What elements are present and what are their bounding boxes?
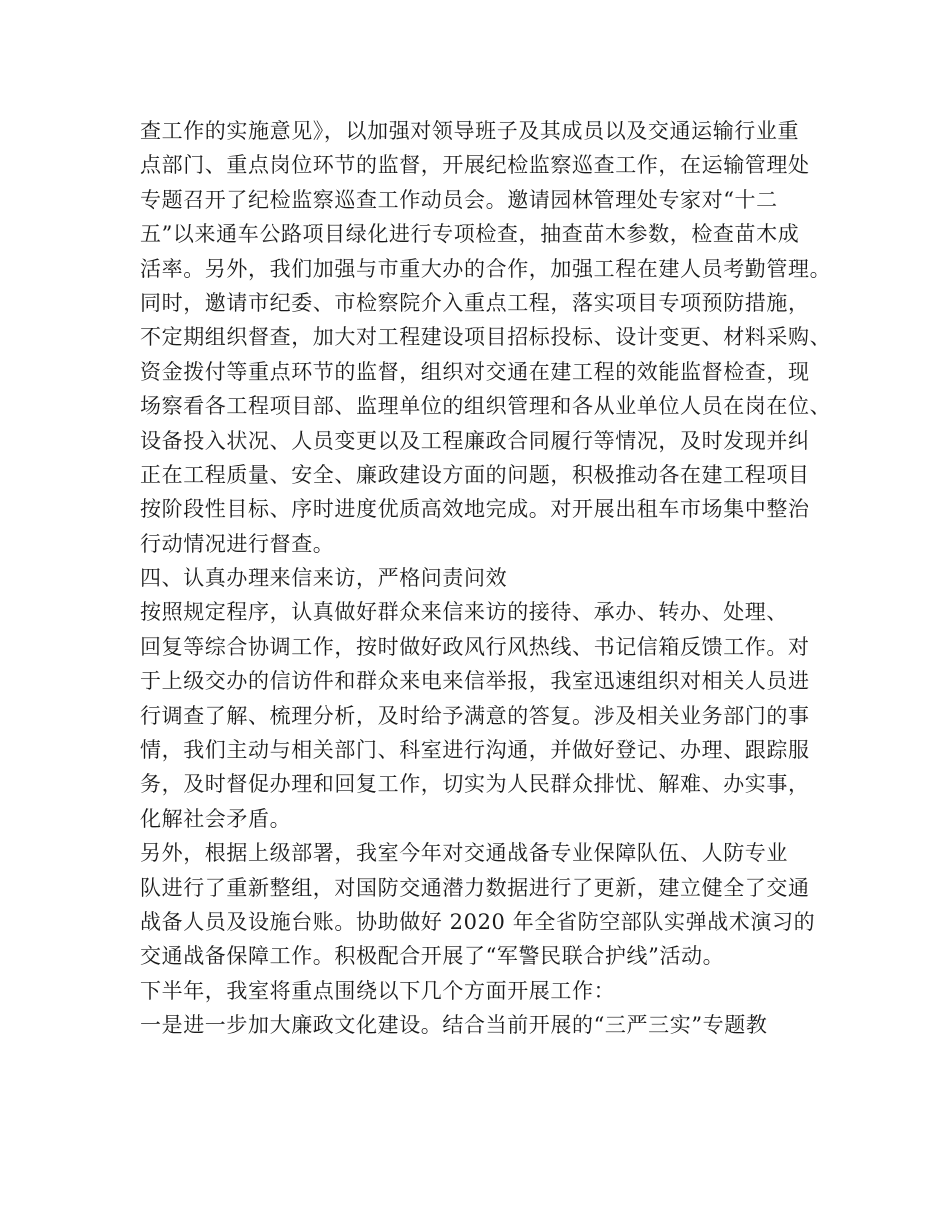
text-line: 正在工程质量、安全、廉政建设方面的问题，积极推动各在建工程项目 (140, 462, 810, 487)
text-line: 场察看各工程项目部、监理单位的组织管理和各从业单位人员在岗在位、 (140, 394, 832, 419)
text-line: 务，及时督促办理和回复工作，切实为人民群众排忧、解难、办实事， (140, 772, 810, 797)
text-line: 五”以来通车公路项目绿化进行专项检查，抽查苗木参数，检查苗木成 (140, 222, 800, 247)
text-line: 行调查了解、梳理分析，及时给予满意的答复。涉及相关业务部门的事 (140, 703, 810, 728)
text-line: 按阶段性目标、序时进度优质高效地完成。对开展出租车市场集中整治 (140, 497, 810, 522)
text-line: 战备人员及设施台账。协助做好 2020 年全省防空部队实弹战术演习的 (140, 909, 816, 934)
text-line: 行动情况进行督查。 (140, 531, 335, 556)
text-line: 不定期组织督查，加大对工程建设项目招标投标、设计变更、材料采购、 (140, 325, 832, 350)
text-line: 另外，根据上级部署，我室今年对交通战备专业保障队伍、人防专业 (140, 841, 788, 866)
text-line: 一是进一步加大廉政文化建设。结合当前开展的“三严三实”专题教 (140, 1013, 768, 1038)
text-line: 活率。另外，我们加强与市重大办的合作，加强工程在建人员考勤管理。 (140, 256, 832, 281)
text-line: 点部门、重点岗位环节的监督，开展纪检监察巡查工作，在运输管理处 (140, 153, 810, 178)
section-heading: 四、认真办理来信来访，严格问责问效 (140, 566, 508, 591)
text-line: 交通战备保障工作。积极配合开展了“军警民联合护线”活动。 (140, 944, 725, 969)
text-line: 专题召开了纪检监察巡查工作动员会。邀请园林管理处专家对“十二 (140, 187, 778, 212)
text-line: 化解社会矛盾。 (140, 806, 292, 831)
text-line: 资金拨付等重点环节的监督，组织对交通在建工程的效能监督检查，现 (140, 359, 810, 384)
text-line: 队进行了重新整组，对国防交通潜力数据进行了更新，建立健全了交通 (140, 875, 810, 900)
text-line: 查工作的实施意见》，以加强对领导班子及其成员以及交通运输行业重 (140, 119, 800, 143)
document-body (140, 114, 830, 1043)
text-line: 按照规定程序，认真做好群众来信来访的接待、承办、转办、处理、 (140, 600, 788, 625)
text-line: 设备投入状况、人员变更以及工程廉政合同履行等情况，及时发现并纠 (140, 428, 810, 453)
text-line: 同时，邀请市纪委、市检察院介入重点工程，落实项目专项预防措施， (140, 290, 810, 315)
text-line: 情，我们主动与相关部门、科室进行沟通，并做好登记、办理、跟踪服 (140, 738, 810, 763)
text-line: 于上级交办的信访件和群众来电来信举报，我室迅速组织对相关人员进 (140, 669, 810, 694)
text-line: 回复等综合协调工作，按时做好政风行风热线、书记信箱反馈工作。对 (140, 634, 810, 659)
text-line: 下半年，我室将重点围绕以下几个方面开展工作： (140, 978, 616, 1003)
